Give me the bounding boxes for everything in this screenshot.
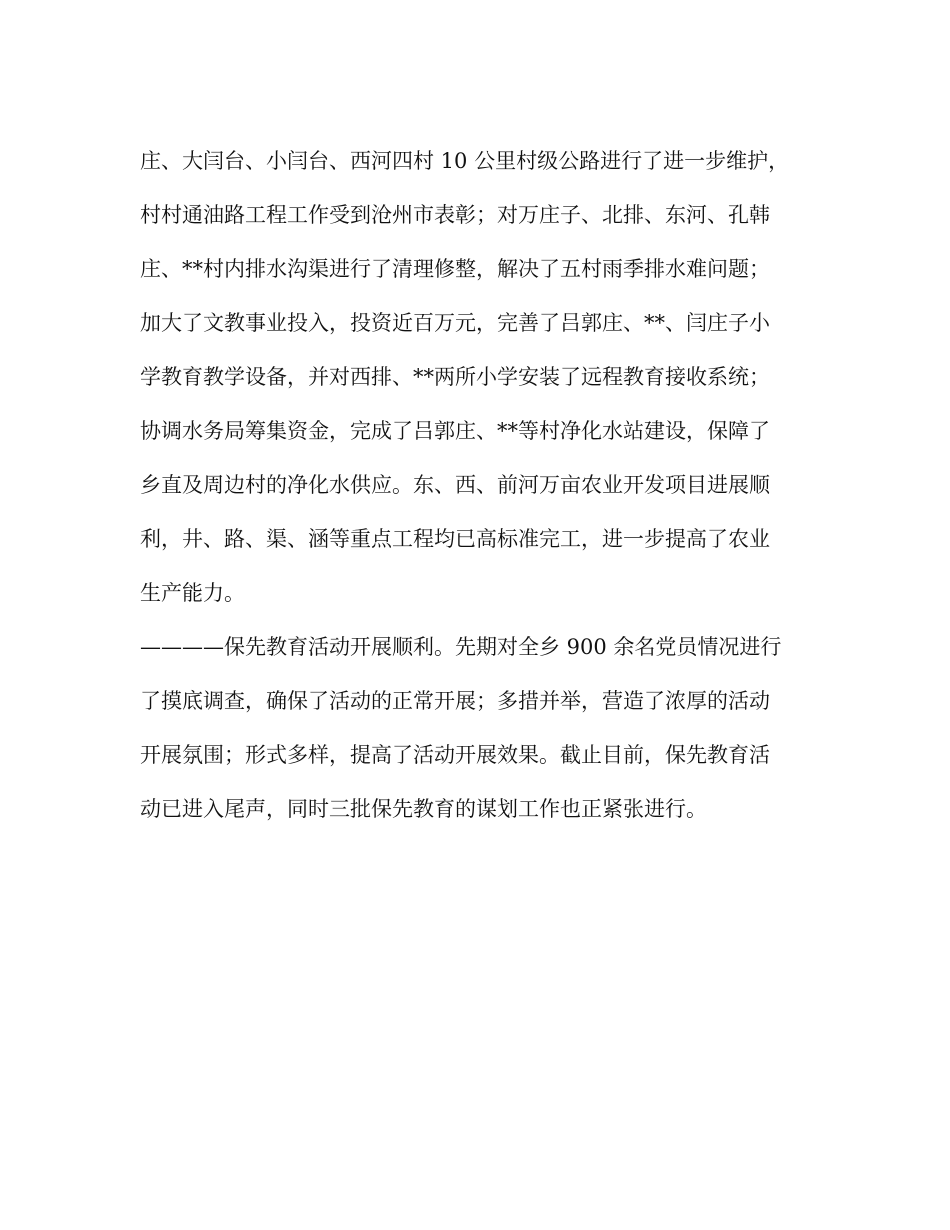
text-line: 村村通油路工程工作受到沧州市表彰；对万庄子、北排、东河、孔韩 [140, 203, 770, 227]
text-line: ————保先教育活动开展顺利。先期对全乡 900 余名党员情况进行 [140, 635, 782, 659]
text-line: 生产能力。 [140, 581, 245, 605]
text-line: 动已进入尾声，同时三批保先教育的谋划工作也正紧张进行。 [140, 797, 707, 821]
paragraph-infrastructure [140, 134, 795, 620]
text-line: 开展氛围；形式多样，提高了活动开展效果。截止目前，保先教育活 [140, 743, 770, 767]
text-line: 乡直及周边村的净化水供应。东、西、前河万亩农业开发项目进展顺 [140, 473, 770, 497]
text-line: 利，井、路、渠、涵等重点工程均已高标准完工，进一步提高了农业 [140, 527, 770, 551]
text-line: 庄、**村内排水沟渠进行了清理修整，解决了五村雨季排水难问题； [140, 257, 770, 281]
text-line: 学教育教学设备，并对西排、**两所小学安装了远程教育接收系统； [140, 365, 770, 389]
body-text [140, 134, 795, 836]
text-line: 庄、大闫台、小闫台、西河四村 10 公里村级公路进行了进一步维护， [140, 149, 790, 173]
paragraph-education-campaign [140, 620, 795, 836]
text-line: 协调水务局筹集资金，完成了吕郭庄、**等村净化水站建设，保障了 [140, 419, 770, 443]
text-line: 加大了文教事业投入，投资近百万元，完善了吕郭庄、**、闫庄子小 [140, 311, 770, 335]
text-line: 了摸底调查，确保了活动的正常开展；多措并举，营造了浓厚的活动 [140, 689, 770, 713]
